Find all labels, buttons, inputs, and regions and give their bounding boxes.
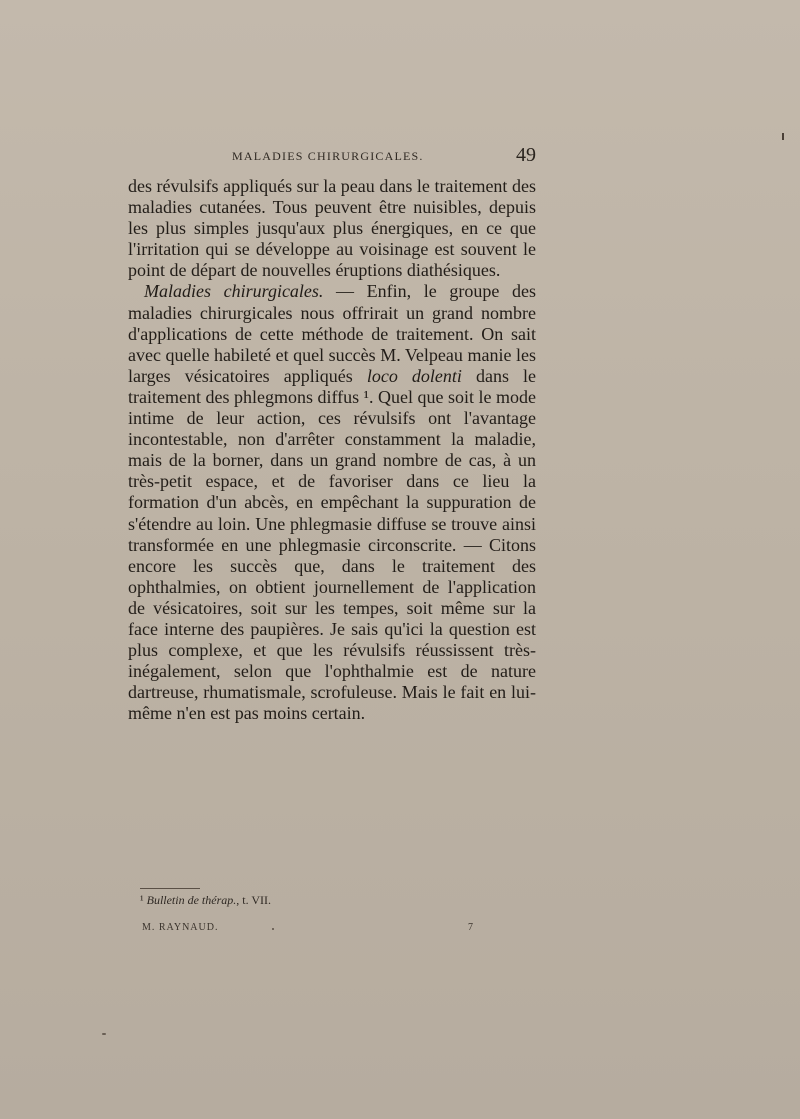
ink-smudge [102, 1033, 106, 1035]
body-text [128, 176, 536, 724]
footnote-title: Bulletin de thérap. [146, 893, 237, 907]
text-run: des révulsifs appliqués sur la peau dans le traitement des maladies cutanées. Tous peuvent être nuisibles, depuis les plus simples jusqu'aux plus énergiques, en ce que l'irritation qui se développe au voisinage est souvent le point de départ de nouvelles éruptions diathésiques. [128, 176, 536, 281]
text-run: dans le traitement des phlegmons diffus ¹. Quel que soit le mode intime de leur action, ces révulsifs ont l'avantage incontestable, non d'arrêter constamment la maladie, mais de la borner, dans un grand nombre de cas, à un très-petit espace, et de favoriser dans ce lieu la formation d'un abcès, en empêchant la suppuration de s'étendre au loin. Une phlegmasie diffuse se trouve ainsi transformée en une phlegmasie circonscrite. — Citons encore les succès que, dans le traitement des ophthalmies, on obtient journellement de l'application de vésicatoires, soit sur les tempes, soit même sur la face interne des paupières. Je sais qu'ici la question est plus complexe, et que les révulsifs réussissent très-inégalement, selon que l'ophthalmie est de nature dartreuse, rhumatismale, scrofuleuse. Mais le fait en lui-même n'en est pas moins certain. [128, 365, 537, 724]
footnote-marker: ¹ [140, 893, 144, 907]
running-title: MALADIES CHIRURGICALES. [232, 149, 424, 163]
edge-mark [782, 133, 784, 140]
paragraph-2 [128, 281, 536, 724]
printer-signature: M. RAYNAUD. [142, 922, 219, 933]
footnote [140, 893, 271, 908]
page-number: 49 [516, 144, 536, 166]
italic-run: Maladies chirurgicales. [144, 281, 324, 302]
sheet-number: 7 [468, 922, 473, 933]
text-run: — Enfin, le groupe des maladies chirurgicales nous offrirait un grand nombre d'applications de cette méthode de traitement. On sait avec quelle habileté et quel succès M. Velpeau manie les larges vésicatoires appliqués [128, 281, 536, 386]
paragraph-1 [128, 176, 536, 281]
footnote-divider [140, 888, 200, 889]
print-speck [272, 928, 274, 930]
footnote-rest: , t. VII. [236, 893, 272, 907]
italic-run: loco dolenti [366, 365, 462, 386]
running-header [128, 146, 536, 168]
